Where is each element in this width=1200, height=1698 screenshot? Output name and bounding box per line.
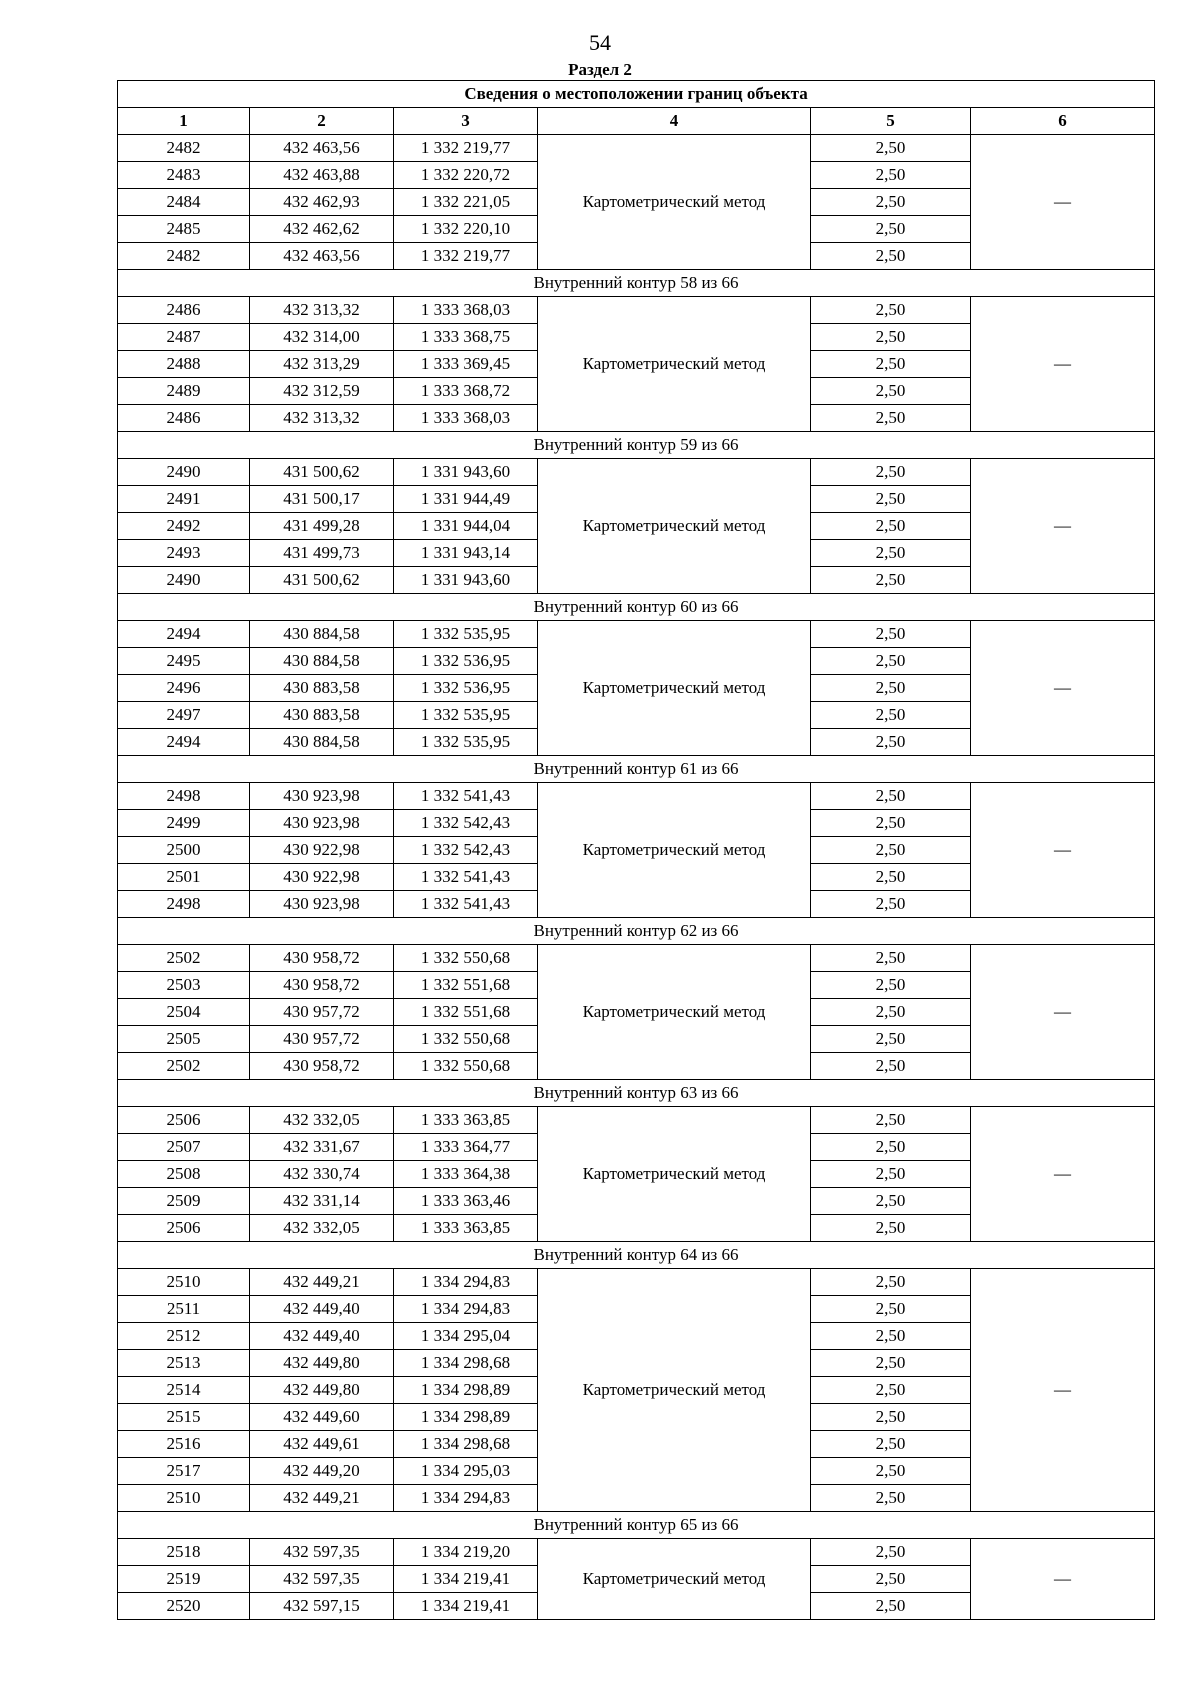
- method-cell: Картометрический метод: [538, 1539, 811, 1620]
- note-cell: —: [971, 1107, 1155, 1242]
- y-coordinate-cell: 1 332 550,68: [394, 1026, 538, 1053]
- table-caption: Сведения о местоположении границ объекта: [118, 81, 1155, 108]
- accuracy-cell: 2,50: [811, 972, 971, 999]
- x-coordinate-cell: 432 463,56: [250, 135, 394, 162]
- y-coordinate-cell: 1 332 535,95: [394, 702, 538, 729]
- accuracy-cell: 2,50: [811, 540, 971, 567]
- y-coordinate-cell: 1 332 535,95: [394, 621, 538, 648]
- contour-label: Внутренний контур 65 из 66: [118, 1512, 1155, 1539]
- note-cell: —: [971, 135, 1155, 270]
- point-number-cell: 2510: [118, 1485, 250, 1512]
- note-cell: —: [971, 459, 1155, 594]
- x-coordinate-cell: 430 923,98: [250, 810, 394, 837]
- accuracy-cell: 2,50: [811, 891, 971, 918]
- y-coordinate-cell: 1 331 943,60: [394, 567, 538, 594]
- point-number-cell: 2484: [118, 189, 250, 216]
- x-coordinate-cell: 432 332,05: [250, 1215, 394, 1242]
- section-title: Раздел 2: [568, 60, 632, 79]
- table-row: [118, 459, 1155, 486]
- contour-row: [118, 756, 1155, 783]
- point-number-cell: 2494: [118, 621, 250, 648]
- y-coordinate-cell: 1 333 368,03: [394, 405, 538, 432]
- y-coordinate-cell: 1 334 298,89: [394, 1377, 538, 1404]
- point-number-cell: 2482: [118, 243, 250, 270]
- x-coordinate-cell: 432 314,00: [250, 324, 394, 351]
- x-coordinate-cell: 432 449,40: [250, 1296, 394, 1323]
- point-number-cell: 2516: [118, 1431, 250, 1458]
- point-number-cell: 2510: [118, 1269, 250, 1296]
- x-coordinate-cell: 432 463,88: [250, 162, 394, 189]
- column-header: 6: [971, 108, 1155, 135]
- contour-row: [118, 432, 1155, 459]
- table-row: [118, 621, 1155, 648]
- point-number-cell: 2503: [118, 972, 250, 999]
- y-coordinate-cell: 1 331 943,60: [394, 459, 538, 486]
- accuracy-cell: 2,50: [811, 297, 971, 324]
- y-coordinate-cell: 1 334 219,41: [394, 1593, 538, 1620]
- point-number-cell: 2486: [118, 405, 250, 432]
- table-header-row: [118, 108, 1155, 135]
- point-number-cell: 2505: [118, 1026, 250, 1053]
- accuracy-cell: 2,50: [811, 648, 971, 675]
- method-cell: Картометрический метод: [538, 297, 811, 432]
- contour-label: Внутренний контур 62 из 66: [118, 918, 1155, 945]
- x-coordinate-cell: 432 331,14: [250, 1188, 394, 1215]
- x-coordinate-cell: 430 957,72: [250, 999, 394, 1026]
- point-number-cell: 2498: [118, 783, 250, 810]
- x-coordinate-cell: 431 500,62: [250, 459, 394, 486]
- y-coordinate-cell: 1 332 535,95: [394, 729, 538, 756]
- contour-row: [118, 1512, 1155, 1539]
- page-number: 54: [589, 30, 611, 55]
- accuracy-cell: 2,50: [811, 1377, 971, 1404]
- y-coordinate-cell: 1 333 364,77: [394, 1134, 538, 1161]
- point-number-cell: 2489: [118, 378, 250, 405]
- x-coordinate-cell: 432 449,80: [250, 1377, 394, 1404]
- point-number-cell: 2499: [118, 810, 250, 837]
- y-coordinate-cell: 1 332 551,68: [394, 999, 538, 1026]
- point-number-cell: 2486: [118, 297, 250, 324]
- point-number-cell: 2491: [118, 486, 250, 513]
- column-header: 3: [394, 108, 538, 135]
- accuracy-cell: 2,50: [811, 486, 971, 513]
- x-coordinate-cell: 431 499,73: [250, 540, 394, 567]
- y-coordinate-cell: 1 332 220,10: [394, 216, 538, 243]
- note-cell: —: [971, 621, 1155, 756]
- x-coordinate-cell: 432 313,32: [250, 405, 394, 432]
- x-coordinate-cell: 432 462,93: [250, 189, 394, 216]
- x-coordinate-cell: 432 449,20: [250, 1458, 394, 1485]
- point-number-cell: 2493: [118, 540, 250, 567]
- contour-label: Внутренний контур 60 из 66: [118, 594, 1155, 621]
- accuracy-cell: 2,50: [811, 999, 971, 1026]
- accuracy-cell: 2,50: [811, 1350, 971, 1377]
- y-coordinate-cell: 1 334 298,89: [394, 1404, 538, 1431]
- method-cell: Картометрический метод: [538, 459, 811, 594]
- contour-label: Внутренний контур 59 из 66: [118, 432, 1155, 459]
- contour-row: [118, 1080, 1155, 1107]
- y-coordinate-cell: 1 334 219,41: [394, 1566, 538, 1593]
- method-cell: Картометрический метод: [538, 621, 811, 756]
- contour-row: [118, 1242, 1155, 1269]
- x-coordinate-cell: 430 958,72: [250, 945, 394, 972]
- x-coordinate-cell: 432 449,61: [250, 1431, 394, 1458]
- y-coordinate-cell: 1 332 542,43: [394, 837, 538, 864]
- note-cell: —: [971, 1539, 1155, 1620]
- accuracy-cell: 2,50: [811, 621, 971, 648]
- accuracy-cell: 2,50: [811, 405, 971, 432]
- point-number-cell: 2498: [118, 891, 250, 918]
- point-number-cell: 2507: [118, 1134, 250, 1161]
- x-coordinate-cell: 432 597,35: [250, 1539, 394, 1566]
- point-number-cell: 2502: [118, 1053, 250, 1080]
- x-coordinate-cell: 432 462,62: [250, 216, 394, 243]
- y-coordinate-cell: 1 332 536,95: [394, 675, 538, 702]
- column-header: 1: [118, 108, 250, 135]
- point-number-cell: 2515: [118, 1404, 250, 1431]
- method-cell: Картометрический метод: [538, 135, 811, 270]
- contour-label: Внутренний контур 61 из 66: [118, 756, 1155, 783]
- table-row: [118, 1539, 1155, 1566]
- x-coordinate-cell: 432 449,21: [250, 1269, 394, 1296]
- y-coordinate-cell: 1 334 294,83: [394, 1269, 538, 1296]
- accuracy-cell: 2,50: [811, 783, 971, 810]
- y-coordinate-cell: 1 332 541,43: [394, 891, 538, 918]
- y-coordinate-cell: 1 334 295,03: [394, 1458, 538, 1485]
- x-coordinate-cell: 431 499,28: [250, 513, 394, 540]
- x-coordinate-cell: 432 597,15: [250, 1593, 394, 1620]
- y-coordinate-cell: 1 333 369,45: [394, 351, 538, 378]
- accuracy-cell: 2,50: [811, 1107, 971, 1134]
- accuracy-cell: 2,50: [811, 729, 971, 756]
- point-number-cell: 2501: [118, 864, 250, 891]
- y-coordinate-cell: 1 334 219,20: [394, 1539, 538, 1566]
- point-number-cell: 2511: [118, 1296, 250, 1323]
- point-number-cell: 2506: [118, 1107, 250, 1134]
- y-coordinate-cell: 1 334 298,68: [394, 1350, 538, 1377]
- point-number-cell: 2520: [118, 1593, 250, 1620]
- contour-label: Внутренний контур 58 из 66: [118, 270, 1155, 297]
- point-number-cell: 2519: [118, 1566, 250, 1593]
- y-coordinate-cell: 1 332 219,77: [394, 135, 538, 162]
- accuracy-cell: 2,50: [811, 216, 971, 243]
- point-number-cell: 2518: [118, 1539, 250, 1566]
- column-header: 4: [538, 108, 811, 135]
- y-coordinate-cell: 1 334 298,68: [394, 1431, 538, 1458]
- point-number-cell: 2509: [118, 1188, 250, 1215]
- accuracy-cell: 2,50: [811, 1188, 971, 1215]
- x-coordinate-cell: 430 922,98: [250, 837, 394, 864]
- y-coordinate-cell: 1 334 294,83: [394, 1485, 538, 1512]
- accuracy-cell: 2,50: [811, 243, 971, 270]
- accuracy-cell: 2,50: [811, 1053, 971, 1080]
- note-cell: —: [971, 783, 1155, 918]
- table-row: [118, 135, 1155, 162]
- point-number-cell: 2497: [118, 702, 250, 729]
- table-body: [118, 135, 1155, 1620]
- x-coordinate-cell: 430 883,58: [250, 702, 394, 729]
- boundary-coordinates-table: [117, 80, 1155, 1620]
- accuracy-cell: 2,50: [811, 1566, 971, 1593]
- table-row: [118, 945, 1155, 972]
- method-cell: Картометрический метод: [538, 945, 811, 1080]
- y-coordinate-cell: 1 332 551,68: [394, 972, 538, 999]
- x-coordinate-cell: 430 958,72: [250, 1053, 394, 1080]
- point-number-cell: 2508: [118, 1161, 250, 1188]
- accuracy-cell: 2,50: [811, 1539, 971, 1566]
- accuracy-cell: 2,50: [811, 189, 971, 216]
- y-coordinate-cell: 1 333 363,46: [394, 1188, 538, 1215]
- accuracy-cell: 2,50: [811, 945, 971, 972]
- accuracy-cell: 2,50: [811, 513, 971, 540]
- accuracy-cell: 2,50: [811, 1134, 971, 1161]
- table-caption-row: [118, 81, 1155, 108]
- accuracy-cell: 2,50: [811, 459, 971, 486]
- accuracy-cell: 2,50: [811, 324, 971, 351]
- x-coordinate-cell: 431 500,62: [250, 567, 394, 594]
- accuracy-cell: 2,50: [811, 1458, 971, 1485]
- accuracy-cell: 2,50: [811, 567, 971, 594]
- point-number-cell: 2488: [118, 351, 250, 378]
- point-number-cell: 2487: [118, 324, 250, 351]
- note-cell: —: [971, 1269, 1155, 1512]
- x-coordinate-cell: 430 923,98: [250, 783, 394, 810]
- y-coordinate-cell: 1 331 943,14: [394, 540, 538, 567]
- y-coordinate-cell: 1 332 541,43: [394, 783, 538, 810]
- accuracy-cell: 2,50: [811, 1296, 971, 1323]
- accuracy-cell: 2,50: [811, 864, 971, 891]
- point-number-cell: 2512: [118, 1323, 250, 1350]
- x-coordinate-cell: 432 449,60: [250, 1404, 394, 1431]
- x-coordinate-cell: 430 957,72: [250, 1026, 394, 1053]
- point-number-cell: 2485: [118, 216, 250, 243]
- x-coordinate-cell: 432 449,40: [250, 1323, 394, 1350]
- accuracy-cell: 2,50: [811, 378, 971, 405]
- x-coordinate-cell: 432 313,29: [250, 351, 394, 378]
- accuracy-cell: 2,50: [811, 1404, 971, 1431]
- table-row: [118, 783, 1155, 810]
- point-number-cell: 2506: [118, 1215, 250, 1242]
- x-coordinate-cell: 430 884,58: [250, 621, 394, 648]
- table-row: [118, 1107, 1155, 1134]
- point-number-cell: 2500: [118, 837, 250, 864]
- y-coordinate-cell: 1 333 368,72: [394, 378, 538, 405]
- contour-row: [118, 594, 1155, 621]
- x-coordinate-cell: 430 884,58: [250, 648, 394, 675]
- point-number-cell: 2482: [118, 135, 250, 162]
- y-coordinate-cell: 1 334 294,83: [394, 1296, 538, 1323]
- method-cell: Картометрический метод: [538, 783, 811, 918]
- contour-row: [118, 918, 1155, 945]
- y-coordinate-cell: 1 332 542,43: [394, 810, 538, 837]
- accuracy-cell: 2,50: [811, 135, 971, 162]
- point-number-cell: 2517: [118, 1458, 250, 1485]
- x-coordinate-cell: 432 332,05: [250, 1107, 394, 1134]
- accuracy-cell: 2,50: [811, 162, 971, 189]
- accuracy-cell: 2,50: [811, 1269, 971, 1296]
- contour-label: Внутренний контур 63 из 66: [118, 1080, 1155, 1107]
- accuracy-cell: 2,50: [811, 702, 971, 729]
- x-coordinate-cell: 432 597,35: [250, 1566, 394, 1593]
- x-coordinate-cell: 430 922,98: [250, 864, 394, 891]
- point-number-cell: 2492: [118, 513, 250, 540]
- x-coordinate-cell: 432 463,56: [250, 243, 394, 270]
- method-cell: Картометрический метод: [538, 1269, 811, 1512]
- accuracy-cell: 2,50: [811, 837, 971, 864]
- x-coordinate-cell: 430 923,98: [250, 891, 394, 918]
- y-coordinate-cell: 1 332 550,68: [394, 1053, 538, 1080]
- note-cell: —: [971, 945, 1155, 1080]
- point-number-cell: 2496: [118, 675, 250, 702]
- x-coordinate-cell: 432 331,67: [250, 1134, 394, 1161]
- table-row: [118, 1269, 1155, 1296]
- point-number-cell: 2514: [118, 1377, 250, 1404]
- point-number-cell: 2504: [118, 999, 250, 1026]
- accuracy-cell: 2,50: [811, 1215, 971, 1242]
- contour-row: [118, 270, 1155, 297]
- y-coordinate-cell: 1 332 221,05: [394, 189, 538, 216]
- note-cell: —: [971, 297, 1155, 432]
- accuracy-cell: 2,50: [811, 1431, 971, 1458]
- y-coordinate-cell: 1 333 368,75: [394, 324, 538, 351]
- x-coordinate-cell: 430 958,72: [250, 972, 394, 999]
- y-coordinate-cell: 1 333 364,38: [394, 1161, 538, 1188]
- x-coordinate-cell: 432 449,80: [250, 1350, 394, 1377]
- accuracy-cell: 2,50: [811, 351, 971, 378]
- y-coordinate-cell: 1 331 944,04: [394, 513, 538, 540]
- table-row: [118, 297, 1155, 324]
- y-coordinate-cell: 1 332 219,77: [394, 243, 538, 270]
- column-header: 2: [250, 108, 394, 135]
- accuracy-cell: 2,50: [811, 1323, 971, 1350]
- contour-label: Внутренний контур 64 из 66: [118, 1242, 1155, 1269]
- method-cell: Картометрический метод: [538, 1107, 811, 1242]
- accuracy-cell: 2,50: [811, 675, 971, 702]
- point-number-cell: 2483: [118, 162, 250, 189]
- point-number-cell: 2513: [118, 1350, 250, 1377]
- y-coordinate-cell: 1 332 541,43: [394, 864, 538, 891]
- accuracy-cell: 2,50: [811, 1593, 971, 1620]
- x-coordinate-cell: 430 884,58: [250, 729, 394, 756]
- accuracy-cell: 2,50: [811, 810, 971, 837]
- accuracy-cell: 2,50: [811, 1485, 971, 1512]
- point-number-cell: 2502: [118, 945, 250, 972]
- y-coordinate-cell: 1 331 944,49: [394, 486, 538, 513]
- point-number-cell: 2490: [118, 459, 250, 486]
- y-coordinate-cell: 1 333 363,85: [394, 1215, 538, 1242]
- x-coordinate-cell: 431 500,17: [250, 486, 394, 513]
- x-coordinate-cell: 432 313,32: [250, 297, 394, 324]
- x-coordinate-cell: 432 330,74: [250, 1161, 394, 1188]
- point-number-cell: 2490: [118, 567, 250, 594]
- y-coordinate-cell: 1 334 295,04: [394, 1323, 538, 1350]
- y-coordinate-cell: 1 333 363,85: [394, 1107, 538, 1134]
- x-coordinate-cell: 432 312,59: [250, 378, 394, 405]
- x-coordinate-cell: 430 883,58: [250, 675, 394, 702]
- point-number-cell: 2494: [118, 729, 250, 756]
- x-coordinate-cell: 432 449,21: [250, 1485, 394, 1512]
- point-number-cell: 2495: [118, 648, 250, 675]
- accuracy-cell: 2,50: [811, 1161, 971, 1188]
- y-coordinate-cell: 1 333 368,03: [394, 297, 538, 324]
- y-coordinate-cell: 1 332 536,95: [394, 648, 538, 675]
- column-header: 5: [811, 108, 971, 135]
- y-coordinate-cell: 1 332 220,72: [394, 162, 538, 189]
- y-coordinate-cell: 1 332 550,68: [394, 945, 538, 972]
- accuracy-cell: 2,50: [811, 1026, 971, 1053]
